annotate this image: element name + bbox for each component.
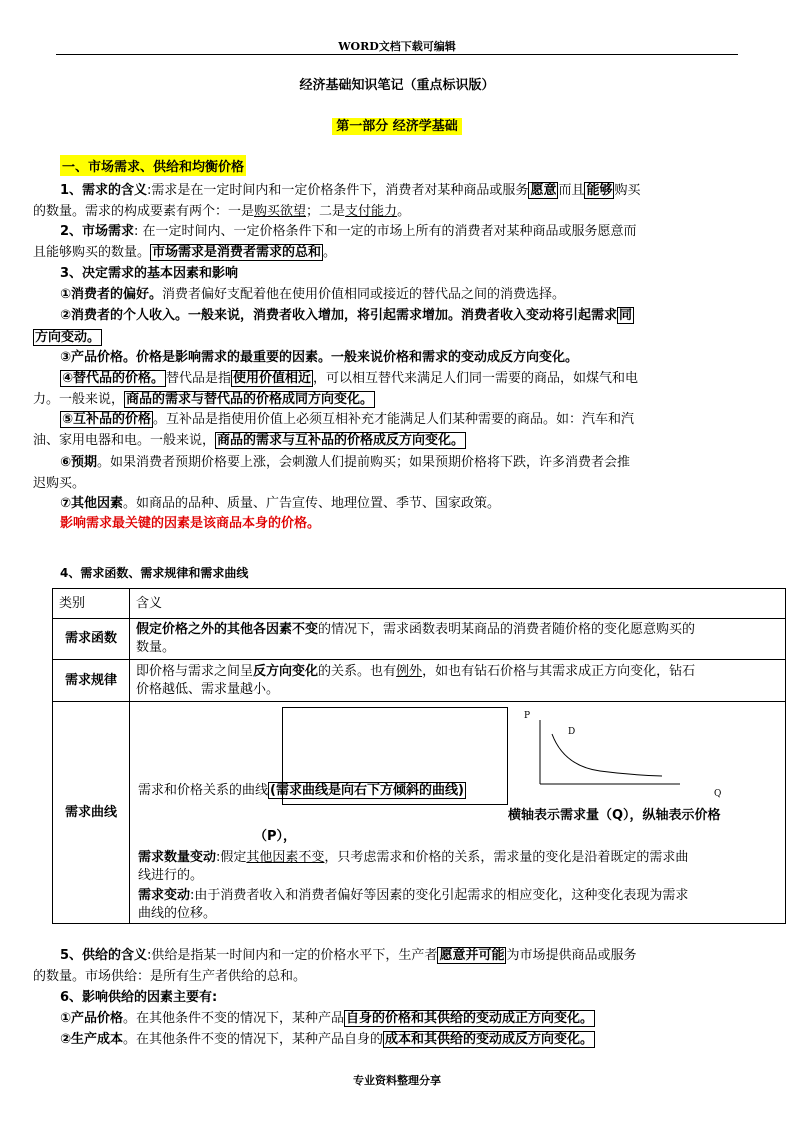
factors-heading: 3、决定需求的基本因素和影响 — [60, 266, 239, 281]
row-value-demand-law: 即价格与需求之间呈反方向变化的关系。也有例外，如也有钻石价格与其需求成正方向变化，钻石 价格越低、需求量越小。 — [130, 660, 786, 702]
factor-income-cont: 方向变动。 — [35, 330, 101, 345]
row-key-demand-law: 需求规律 — [53, 660, 130, 702]
section-heading: 一、市场需求、供给和均衡价格 — [60, 155, 246, 176]
supply-factor-price: ①产品价格。在其他条件不变的情况下，某种产品 自身的价格和其供给的变动成正方向变化。 — [60, 1011, 594, 1026]
factor-complement-cont: 油、家用电器和电。一般来说， 商品的需求与互补品的价格成反方向变化。 — [33, 433, 465, 448]
supply-factor-cost: ②生产成本。在其他条件不变的情况下，某种产品自身的 成本和其供给的变动成反方向变化。 — [60, 1032, 594, 1047]
curve-cell — [130, 704, 785, 922]
table-row — [53, 660, 786, 702]
demand-curve-diagram — [520, 704, 780, 804]
row-key-demand-curve: 需求曲线 — [53, 702, 130, 924]
key-factor-note: 影响需求最关键的因素是该商品本身的价格。 — [60, 516, 321, 531]
paragraph-market-demand: 2、市场需求: 在一定时间内、一定价格条件下和一定的市场上所有的消费者对某种商品或服务愿意而 — [60, 224, 637, 239]
row-value-demand-curve — [130, 702, 786, 924]
row-value-demand-function: 假定价格之外的其他各因素不变的情况下，需求函数表明某商品的消费者随价格的变化愿意购买的 数量。 — [130, 619, 786, 660]
table-row — [53, 619, 786, 660]
curve-description: 需求和价格关系的曲线 (需求曲线是向右下方倾斜的曲线) — [138, 782, 464, 798]
header-rule — [56, 54, 738, 55]
axis-description: 横轴表示需求量（Q），纵轴表示价格 — [508, 807, 721, 823]
factor-expectation-cont: 迟购买。 — [33, 476, 86, 491]
factor-price: ③产品价格。价格是影响需求的最重要的因素。一般来说价格和需求的变动成反方向变化。 — [60, 350, 579, 365]
factor-income: ②消费者的个人收入。一般来说，消费者收入增加，将引起需求增加。消费者收入变动将引起需求 同 — [60, 308, 633, 323]
paragraph-market-demand-cont: 且能够购买的数量。 市场需求是消费者需求的总和 。 — [33, 245, 337, 260]
table-row — [53, 702, 786, 924]
demand-change: 需求变动:由于消费者收入和消费者偏好等因素的变化引起需求的相应变化，这种变化表现为需求 — [138, 887, 689, 903]
factor-preference: ①消费者的偏好。消费者偏好支配着他在使用价值相同或接近的替代品之间的消费选择。 — [60, 287, 566, 302]
quantity-change: 需求数量变动:假定其他因素不变，只考虑需求和价格的关系，需求量的变化是沿着既定的需求曲 — [138, 849, 689, 865]
demand-curve-line — [552, 734, 662, 776]
supply-factors-heading: 6、影响供给的因素主要有: — [60, 990, 218, 1005]
document-title: 经济基础知识笔记（重点标识版） — [299, 78, 495, 93]
page-header: WORD文档下载可编辑 — [338, 40, 456, 53]
axis-description-cont: （P）， — [254, 828, 297, 844]
factor-expectation: ⑥预期。如果消费者预期价格要上涨，会刺激人们提前购买；如果预期价格将下跌，许多消费者会推 — [60, 455, 631, 470]
demand-change-cont: 曲线的位移。 — [138, 905, 217, 921]
demand-table — [52, 588, 786, 924]
quantity-change-cont: 线进行的。 — [138, 867, 204, 883]
page-footer: 专业资料整理分享 — [353, 1074, 441, 1087]
part-heading-wrap — [0, 115, 794, 134]
axis-p-label: P — [524, 710, 531, 721]
paragraph-supply-def: 5、供给的含义:供给是指某一时间内和一定的价格水平下，生产者 愿意并可能 为市场提供商品或服务 — [60, 948, 637, 963]
paragraph-demand-def: 1、需求的含义:需求是在一定时间内和一定价格条件下，消费者对某种商品或服务 愿意 而且 能够 购买 — [60, 183, 641, 198]
axis-q-label: Q — [714, 788, 722, 799]
table-header-row — [53, 589, 786, 619]
row-key-demand-function: 需求函数 — [53, 619, 130, 660]
table-header-category: 类别 — [53, 589, 130, 619]
factor-other: ⑦其他因素。如商品的品种、质量、广告宣传、地理位置、季节、国家政策。 — [60, 496, 501, 511]
factor-substitute: ④替代品的价格。 替代品是指 使用价值相近 ，可以相互替代来满足人们同一需要的商品，如煤气和电 — [62, 371, 639, 386]
subsection-heading: 4、需求函数、需求规律和需求曲线 — [60, 566, 249, 580]
paragraph-demand-def-cont: 的数量。需求的构成要素有两个：一是购买欲望；二是支付能力。 — [33, 204, 411, 219]
table-header-meaning: 含义 — [130, 589, 786, 619]
paragraph-supply-def-cont: 的数量。市场供给：是所有生产者供给的总和。 — [33, 969, 307, 984]
factor-substitute-cont: 力。一般来说， 商品的需求与替代品的价格成同方向变化。 — [33, 392, 374, 407]
curve-d-label: D — [568, 726, 576, 737]
part-heading: 第一部分 经济学基础 — [332, 118, 462, 135]
factor-complement: ⑤互补品的价格 。互补品是指使用价值上必须互相补充才能满足人们某种需要的商品。如：汽车和汽 — [62, 412, 635, 427]
